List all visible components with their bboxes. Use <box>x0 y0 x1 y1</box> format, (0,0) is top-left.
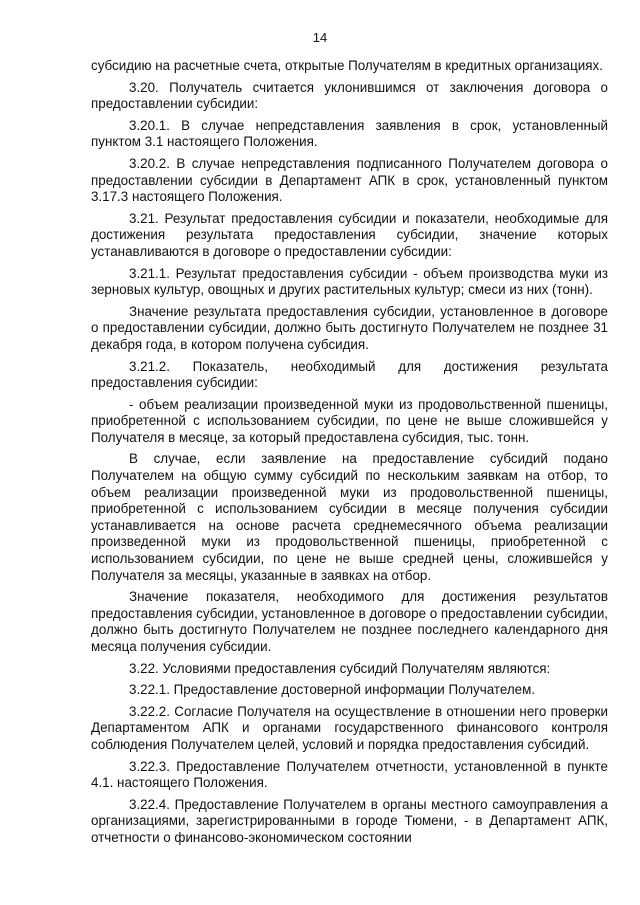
page-number: 14 <box>312 30 328 45</box>
paragraph: 3.22.4. Предоставление Получателем в органы местного самоуправления а организациями, зарегистрированными в городе Тюмени, - в Департамент АПК, отчетности о финансово-экономическом состоянии <box>91 796 608 845</box>
paragraph: Значение показателя, необходимого для достижения результатов предоставления субсидии, установленное в договоре о предоставлении субсидии, должно быть достигнуто Получателем не позднее последнего календарного дня месяца получения субсидии. <box>91 589 609 654</box>
paragraph: 3.20. Получатель считается уклонившимся от заключения договора о предоставлении субсидии: <box>91 79 608 112</box>
paragraph: 3.22.3. Предоставление Получателем отчетности, установленной в пункте 4.1. настоящего Положения. <box>91 758 608 791</box>
paragraph: В случае, если заявление на предоставление субсидий подано Получателем на общую сумму субсидий по нескольким заявкам на отбор, то объем реализации произведенной муки из продовольственной пшеницы, приобретенной с использованием субсидии в месяце получения субсидии устанавливается на основе расчета среднемесячного объема реализации произведенной муки из продовольственной пшеницы, приобретенной с использованием субсидии, по цене не выше средней цены, сложившейся у Получателя за месяцы, указанные в заявках на отбор. <box>91 451 608 583</box>
paragraph: 3.22.1. Предоставление достоверной информации Получателем. <box>129 682 536 698</box>
paragraph: субсидию на расчетные счета, открытые Получателям в кредитных организациях. <box>91 58 603 73</box>
paragraph: 3.22. Условиями предоставления субсидий Получателям являются: <box>129 660 551 676</box>
document-body <box>91 58 608 852</box>
paragraph: 3.20.2. В случае непредставления подписанного Получателем договора о предоставлении субсидии в Департамент АПК в срок, установленный пунктом 3.17.3 настоящего Положения. <box>91 155 608 205</box>
paragraph: Значение результата предоставления субсидии, установленное в договоре о предоставлении субсидии, должно быть достигнуто Получателем не позднее 31 декабря года, в котором получена субсидия. <box>91 303 608 352</box>
paragraph: 3.22.2. Согласие Получателя на осуществление в отношении него проверки Департаментом АПК и органами государственного финансового контроля соблюдения Получателем целей, условий и порядка предоставления субсидий. <box>91 703 608 752</box>
paragraph: 3.20.1. В случае непредставления заявления в срок, установленный пунктом 3.1 настоящего Положения. <box>91 117 608 150</box>
paragraph: - объем реализации произведенной муки из продовольственной пшеницы, приобретенной с использованием субсидии, по цене не выше сложившейся у Получателя в месяце, за который предоставлена субсидия, тыс. тонн. <box>91 396 608 445</box>
paragraph: 3.21.1. Результат предоставления субсидии - объем производства муки из зерновых культур, овощных и других растительных культур; смеси из них (тонн). <box>91 265 608 298</box>
paragraph: 3.21. Результат предоставления субсидии и показатели, необходимые для достижения результата предоставления субсидии, значение которых устанавливаются в договоре о предоставлении субсидии: <box>91 210 608 259</box>
paragraph: 3.21.2. Показатель, необходимый для достижения результата предоставления субсидии: <box>91 358 608 391</box>
